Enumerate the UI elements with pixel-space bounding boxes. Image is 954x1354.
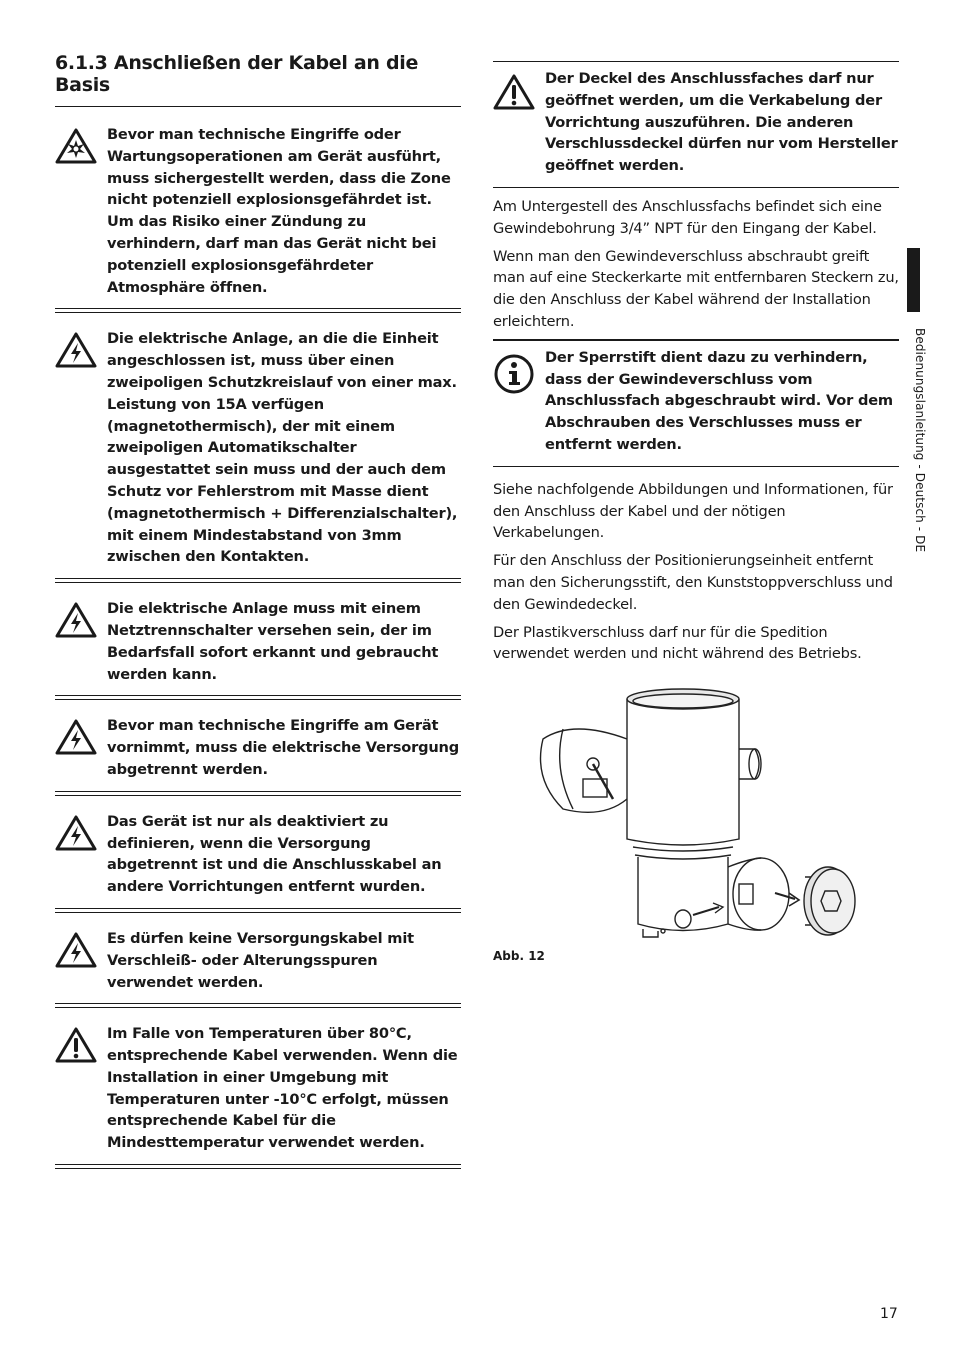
paragraph: Der Plastikverschluss darf nur für die Spedition verwendet werden und nicht während des Betriebs. xyxy=(493,623,862,663)
device-illustration xyxy=(493,679,899,949)
paragraph: Am Untergestell des Anschlussfachs befindet sich eine Gewindebohrung 3/4” NPT für den Eingang der Kabel. xyxy=(493,197,882,237)
paragraph: Siehe nachfolgende Abbildungen und Informationen, für den Anschluss der Kabel und der nötigen Verkabelungen. xyxy=(493,480,893,542)
warning-text: Bevor man technische Eingriffe oder Wartungsoperationen am Gerät ausführt, muss sichergestellt werden, dass die Zone nicht potenziell explosionsgefährdet ist. Um das Risiko einer Zündung zu verhindern, darf man das Gerät nicht bei potenziell explosionsgefährdeter Atmosphäre öffnen. xyxy=(107,126,451,296)
warning-block xyxy=(55,708,461,791)
electric-hazard-icon xyxy=(55,598,107,642)
electric-hazard-icon xyxy=(55,928,107,972)
general-warning-icon xyxy=(55,1023,107,1067)
paragraph: Wenn man den Gewindeverschluss abschraubt greift man auf eine Steckerkarte mit entfernbaren Steckern zu, die den Anschluss der Kabel während der Installation erleichtern. xyxy=(493,247,899,330)
left-column xyxy=(55,52,461,1165)
side-label: Bedienungslanleitung - Deutsch - DE xyxy=(913,328,927,553)
page-number: 17 xyxy=(880,1306,898,1322)
general-warning-icon xyxy=(493,68,545,114)
warning-block xyxy=(55,117,461,309)
chapter-tab xyxy=(907,248,920,312)
right-column xyxy=(493,61,899,963)
figure-caption: Abb. 12 xyxy=(493,949,545,964)
warning-block xyxy=(55,921,461,1004)
warning-block xyxy=(493,61,899,188)
warning-text: Die elektrische Anlage, an die die Einheit angeschlossen ist, muss über einen zweipoligen Schutzkreislauf von einer max. Leistung von 15A verfügen (magnetothermisch), der mit einem zweipoligen Automatikschalter ausgestattet sein muss und der auch dem Schutz vor Fehlerstrom mit Masse dient (magnetothermisch + Differenzialschalter), mit einem Mindestabstand von 3mm zwischen den Kontakten. xyxy=(107,330,458,566)
warning-block xyxy=(55,1016,461,1165)
explosion-warning-icon xyxy=(55,124,107,168)
warning-text: Die elektrische Anlage muss mit einem Netztrennschalter versehen sein, der im Bedarfsfall sofort erkannt und gebraucht werden kann. xyxy=(107,600,439,683)
info-block xyxy=(493,339,899,467)
warning-text: Der Deckel des Anschlussfaches darf nur geöffnet werden, um die Verkabelung der Vorrichtung auszuführen. Die anderen Verschlussdeckel dürfen nur vom Hersteller geöffnet werden. xyxy=(545,70,898,175)
electric-hazard-icon xyxy=(55,328,107,372)
warning-block xyxy=(55,591,461,696)
warning-block xyxy=(55,804,461,909)
section-title: 6.1.3 Anschließen der Kabel an die Basis xyxy=(55,52,461,107)
info-text: Der Sperrstift dient dazu zu verhindern, dass der Gewindeverschluss vom Anschlussfach abgeschraubt wird. Vor dem Abschrauben des Verschlusses muss er entfernt werden. xyxy=(545,348,893,453)
warning-block xyxy=(55,321,461,579)
info-icon xyxy=(493,347,545,399)
warning-text: Es dürfen keine Versorgungskabel mit Verschleiß- oder Alterungsspuren verwendet werden. xyxy=(107,929,414,991)
warning-text: Bevor man technische Eingriffe am Gerät vornimmt, muss die elektrische Versorgung abgetrennt werden. xyxy=(107,717,459,778)
warning-text: Im Falle von Temperaturen über 80°C, entsprechende Kabel verwenden. Wenn die Installation in einer Umgebung mit Temperaturen unter -10°C erfolgt, müssen entsprechende Kabel für die Mindesttemperatur verwendet werden. xyxy=(107,1025,458,1152)
electric-hazard-icon xyxy=(55,715,107,759)
electric-hazard-icon xyxy=(55,811,107,855)
paragraph: Für den Anschluss der Positionierungseinheit entfernt man den Sicherungsstift, den Kunststoppverschluss und den Gewindedeckel. xyxy=(493,552,893,613)
warning-text: Das Gerät ist nur als deaktiviert zu definieren, wenn die Versorgung abgetrennt ist und die Anschlusskabel an andere Vorrichtungen entfernt wurden. xyxy=(107,812,442,896)
